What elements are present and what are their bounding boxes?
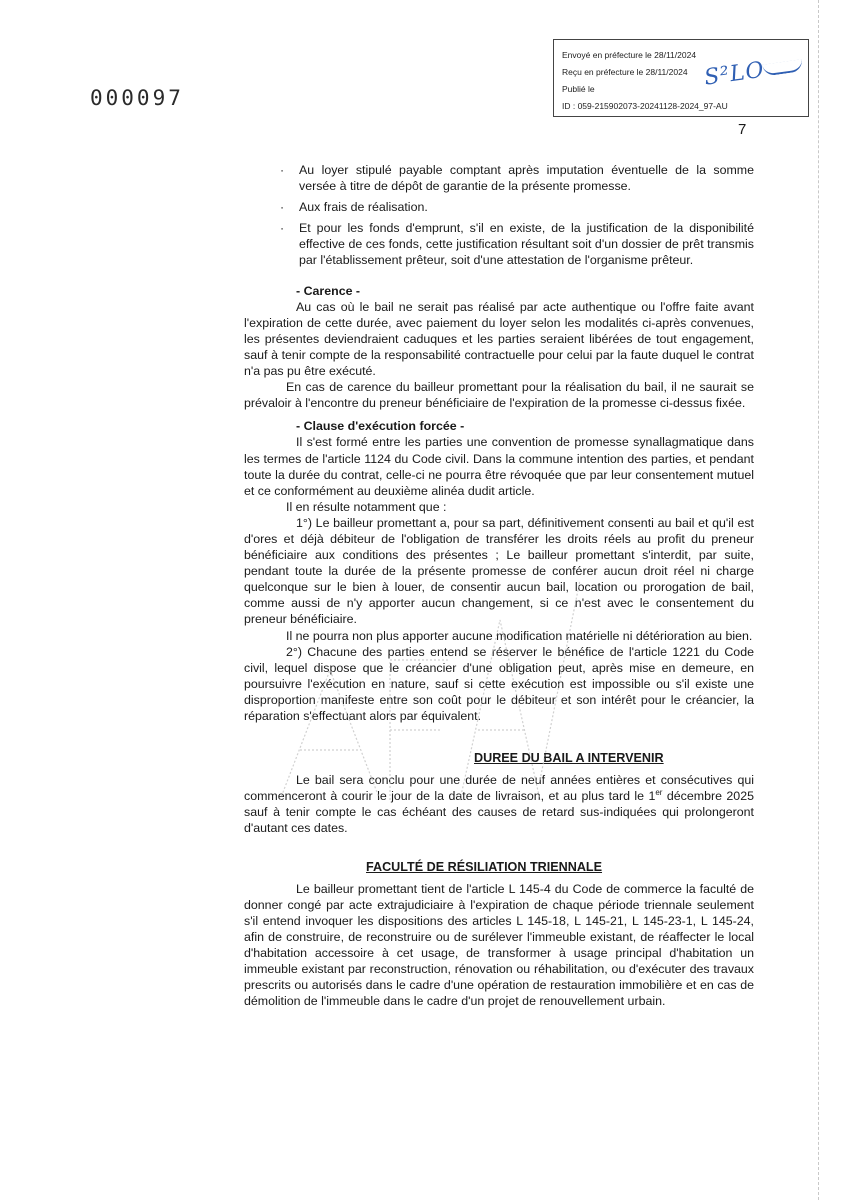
clause-paragraph-3: 1°) Le bailleur promettant a, pour sa part, définitivement consenti au bail et qu'il est d'ores et déjà débiteur de l'obligation de transférer les droits réels au profit du preneur bénéficiaire aux conditions des présentes ; Le bailleur promettant s'interdit, par suite, pendant toute la durée de la présente promesse de conférer aucun droit réel ni charge quelconque sur le bien à louer, de consentir aucun bail, location ou prorogation de bail, comme aussi de n'y apporter aucun changement, si ce n'est avec le consentement du preneur bénéficiaire. bbox=[244, 515, 754, 627]
clause-heading: - Clause d'exécution forcée - bbox=[296, 419, 465, 434]
conditions-list bbox=[280, 162, 754, 269]
stamp-received: Reçu en préfecture le 28/11/2024 bbox=[562, 67, 688, 77]
spacer bbox=[244, 411, 754, 418]
faculte-title: FACULTÉ DE RÉSILIATION TRIENNALE bbox=[366, 859, 603, 874]
stamp-id: ID : 059-215902073-20241128-2024_97-AU bbox=[562, 101, 728, 111]
stamp-signature-text: S²LO bbox=[702, 57, 767, 91]
list-item bbox=[280, 199, 754, 215]
clause-paragraph-5: 2°) Chacune des parties entend se réserver le bénéfice de l'article 1221 du Code civil, lequel dispose que le créancier d'une obligation peut, après mise en demeure, en poursuivre l'exécution en nature, sauf si cette exécution est impossible ou s'il existe une disproportion manifeste entre son coût pour le débiteur et son intérêt pour le créancier, la réparation s'effectuant alors par équivalent. bbox=[244, 644, 754, 723]
page-number: 7 bbox=[738, 121, 747, 138]
prefecture-stamp bbox=[553, 39, 809, 117]
carence-paragraph-2: En cas de carence du bailleur promettant pour la réalisation du bail, il ne saurait se prévaloir à l'encontre du preneur bénéficiaire de l'expiration de la promesse ci-dessus fixée. bbox=[244, 380, 754, 411]
stamp-published: Publié le bbox=[562, 84, 595, 94]
scan-edge-line bbox=[818, 0, 819, 1200]
clause-paragraph-4: Il ne pourra non plus apporter aucune modification matérielle ni détérioration au bien. bbox=[286, 628, 753, 643]
bullet-dot: · bbox=[280, 163, 285, 177]
clause-paragraph-2: Il en résulte notamment que : bbox=[286, 499, 447, 514]
list-item bbox=[280, 162, 754, 194]
clause-paragraph-1: Il s'est formé entre les parties une convention de promesse synallagmatique dans les termes de l'article 1124 du Code civil. Dans la commune intention des parties, et pendant toute la durée du contrat, celle-ci ne pourra être révoquée que par leur consentement mutuel et ce conformément au deuxième alinéa dudit article. bbox=[244, 435, 754, 498]
duree-title: DUREE DU BAIL A INTERVENIR bbox=[474, 751, 664, 766]
list-item bbox=[280, 220, 754, 268]
list-item-text: Et pour les fonds d'emprunt, s'il en existe, de la justification de la disponibilité effective de ces fonds, cette justification résultant soit d'un dossier de prêt transmis par l'établissement prêteur, soit d'une attestation de l'organisme prêteur. bbox=[299, 221, 754, 268]
document-body bbox=[244, 162, 754, 1009]
stamp-sent: Envoyé en préfecture le 28/11/2024 bbox=[562, 50, 697, 60]
carence-paragraph-1: Au cas où le bail ne serait pas réalisé par acte authentique ou l'offre faite avant l'expiration de cette durée, avec paiement du loyer selon les modalités ci-après convenues, les présentes deviendraient caduques et les parties seraient libérées de tout engagement, sauf à tenir compte de la responsabilité contractuelle pour celui par la faute duquel le contrat n'a pas pu être exécuté. bbox=[244, 299, 754, 379]
bullet-dot: · bbox=[280, 200, 285, 215]
list-item-text: Aux frais de réalisation. bbox=[299, 200, 428, 215]
bullet-dot: · bbox=[280, 221, 285, 236]
duree-text-b: décembre 2025 sauf à tenir compte le cas échéant des causes de retard sus-indiquées qui prolongeront d'autant ces dates. bbox=[244, 789, 754, 836]
duree-paragraph bbox=[244, 772, 754, 836]
list-item-text: Au loyer stipulé payable comptant après imputation éventuelle de la somme versée à titre de dépôt de garantie de la présente promesse. bbox=[299, 163, 754, 194]
duree-text-a: Le bail sera conclu pour une durée de neuf années entières et consécutives qui commenceront à courir le jour de la date de livraison, et au plus tard le 1 bbox=[244, 773, 754, 804]
carence-heading: - Carence - bbox=[296, 283, 361, 298]
faculte-paragraph: Le bailleur promettant tient de l'article L 145-4 du Code de commerce la faculté de donner congé par acte extrajudiciaire à l'expiration de chaque période triennale seulement s'il entend invoquer les dispositions des articles L 145-18, L 145-21, L 145-23-1, L 145-24, afin de construire, de reconstruire ou de surélever l'immeuble existant, de réaffecter le local d'habitation accessoire à cet usage, de transformer à usage principal d'habitation un immeuble existant par reconstruction, rénovation ou réhabilitation, ou d'exécuter des travaux prescrits ou autorisés dans le cadre d'une opération de restauration immobilière et en cas de démolition de l'immeuble dans le cadre d'un projet de renouvellement urbain. bbox=[244, 881, 754, 1009]
duree-superscript: er bbox=[655, 788, 663, 798]
reference-number: 000097 bbox=[90, 86, 184, 110]
